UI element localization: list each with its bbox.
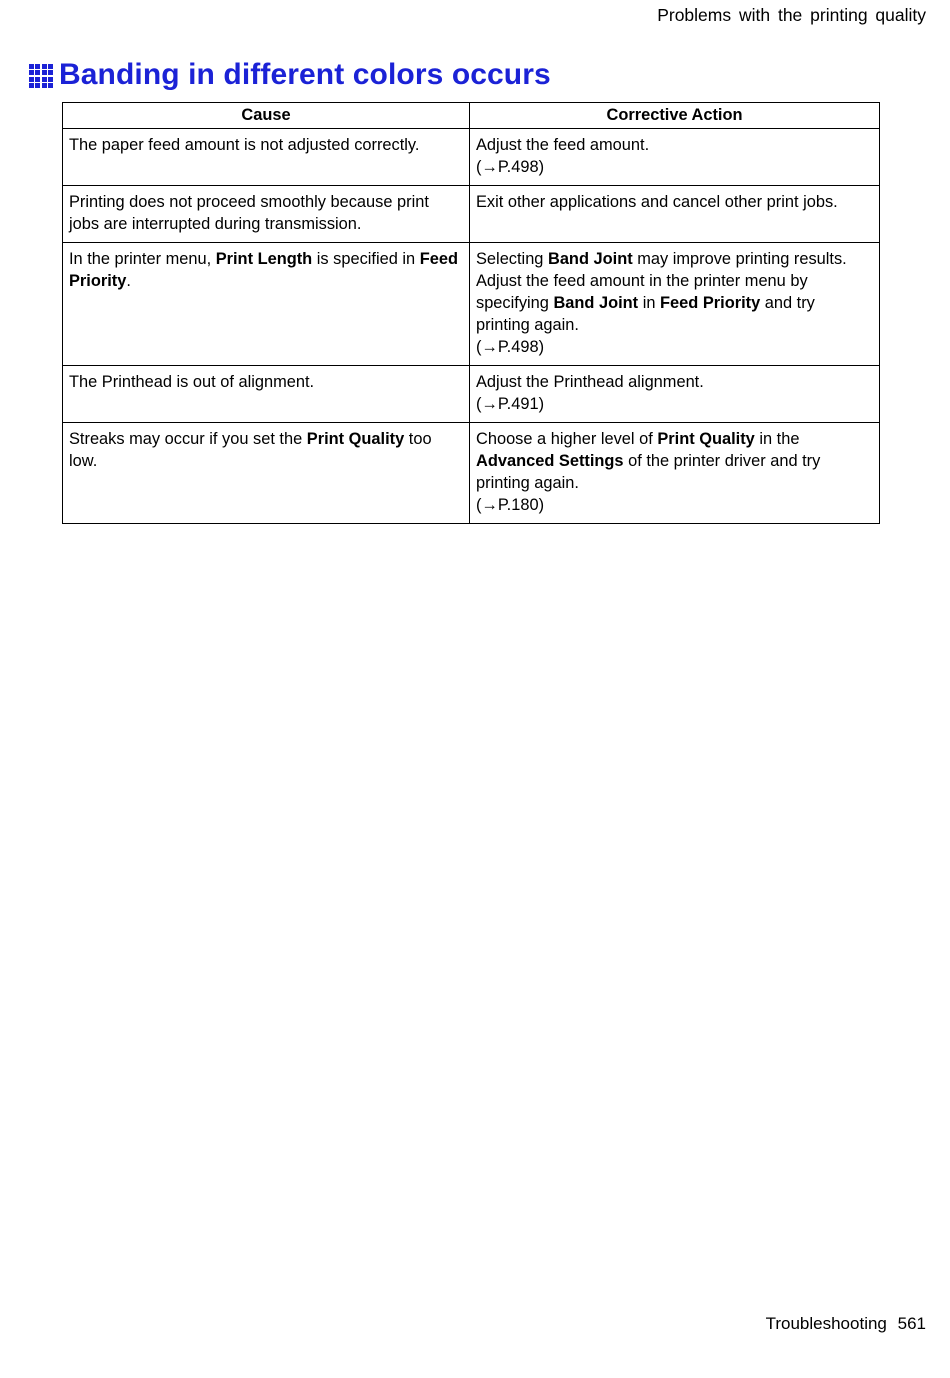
column-header-cause: Cause — [63, 103, 470, 129]
setting-name-feed-priority: Feed Priority — [69, 250, 458, 290]
action-text: Adjust the Printhead alignment. — [476, 373, 704, 391]
cause-cell — [63, 186, 470, 243]
action-text: Exit other applications and cancel other print jobs. — [476, 193, 838, 211]
cause-text: In the printer menu, — [69, 250, 216, 268]
table-row — [63, 423, 880, 524]
cause-text: Streaks may occur if you set the — [69, 430, 307, 448]
section-title — [29, 58, 551, 92]
page-number: 561 — [897, 1314, 926, 1333]
action-text: Selecting — [476, 250, 548, 268]
action-text: and try printing again. — [476, 294, 815, 334]
setting-name-print-quality: Print Quality — [306, 430, 405, 448]
action-text: in the — [754, 430, 800, 448]
cause-cell — [63, 129, 470, 186]
table-row — [63, 129, 880, 186]
cause-cell — [63, 423, 470, 524]
action-text: Adjust the feed amount. — [476, 136, 650, 154]
action-text: Choose a higher level of — [476, 430, 658, 448]
cause-text: . — [126, 272, 131, 290]
setting-name-print-length: Print Length — [215, 250, 313, 268]
page-reference: (→P.180) — [476, 496, 545, 514]
grid-icon — [29, 64, 53, 88]
page-reference: (→P.498) — [476, 338, 545, 356]
table-header-row — [63, 103, 880, 129]
page-reference: (→P.491) — [476, 395, 545, 413]
cause-text: The paper feed amount is not adjusted correctly. — [69, 136, 420, 154]
table-row — [63, 366, 880, 423]
action-text: of the printer driver and try printing again. — [476, 452, 821, 492]
cause-text: Printing does not proceed smoothly because print jobs are interrupted during transmission. — [69, 193, 429, 233]
page-reference: (→P.498) — [476, 158, 545, 176]
section-title-text: Banding in different colors occurs — [59, 58, 551, 91]
setting-name-band-joint: Band Joint — [547, 250, 633, 268]
action-cell — [470, 243, 880, 366]
setting-name-band-joint: Band Joint — [553, 294, 639, 312]
cause-cell — [63, 366, 470, 423]
action-cell — [470, 186, 880, 243]
running-footer — [766, 1314, 926, 1334]
table-row — [63, 186, 880, 243]
action-cell — [470, 129, 880, 186]
cause-text: too low. — [69, 430, 432, 470]
action-cell — [470, 423, 880, 524]
running-header: Problems with the printing quality — [657, 5, 926, 25]
chapter-name: Troubleshooting — [765, 1314, 887, 1333]
troubleshooting-table — [62, 102, 880, 524]
action-text: in — [638, 294, 661, 312]
cause-text: is specified in — [312, 250, 420, 268]
column-header-corrective-action: Corrective Action — [470, 103, 880, 129]
setting-name-feed-priority: Feed Priority — [660, 294, 761, 312]
setting-name-advanced-settings: Advanced Settings — [476, 452, 624, 470]
action-text: may improve printing results. Adjust the feed amount in the printer menu by specifying — [476, 250, 847, 312]
table-row — [63, 243, 880, 366]
action-cell — [470, 366, 880, 423]
cause-cell — [63, 243, 470, 366]
cause-text: The Printhead is out of alignment. — [69, 373, 315, 391]
setting-name-print-quality: Print Quality — [657, 430, 755, 448]
